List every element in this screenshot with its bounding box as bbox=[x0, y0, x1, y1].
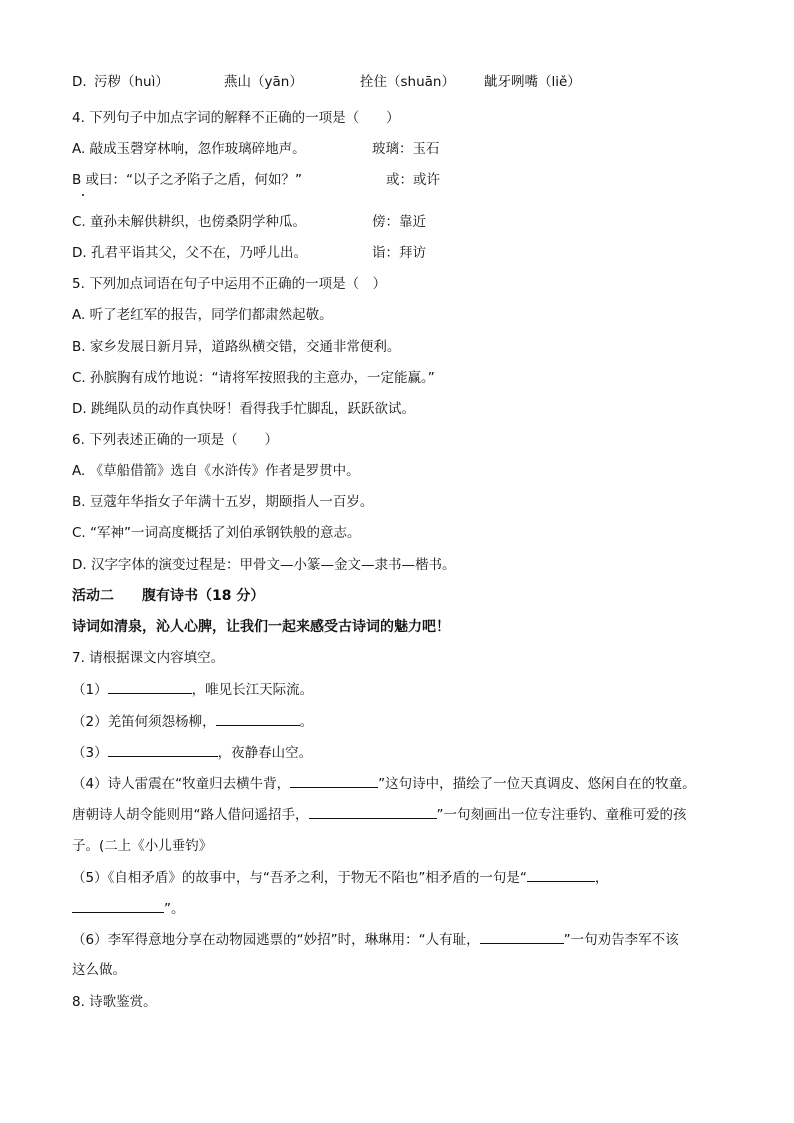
q7-item-4-end: 子。(二上《小儿垂钓》 bbox=[72, 838, 213, 854]
answer-blank[interactable] bbox=[108, 679, 192, 694]
q3-word-3: 拴住（shuān） bbox=[360, 74, 455, 90]
q6-option-c: C. “军神”一词高度概括了刘伯承钢铁般的意志。 bbox=[72, 525, 361, 541]
q7-item-2: （2）羌笛何须怨杨柳， 。 bbox=[72, 711, 313, 731]
q3-word-1: 污秽（huì） bbox=[94, 74, 169, 90]
answer-blank[interactable] bbox=[480, 929, 564, 944]
q4-option-b: B 或曰：“以子之矛陷子之盾，何如？” bbox=[72, 172, 303, 188]
q6-option-d: D. 汉字字体的演变过程是：甲骨文—小篆—金文—隶书—楷书。 bbox=[72, 557, 456, 573]
q7-item-5-continued: ”。 bbox=[72, 898, 185, 918]
q5-option-a: A. 听了老红军的报告，同学们都肃然起敬。 bbox=[72, 307, 333, 323]
q7-item-6: （6）李军得意地分享在动物园逃票的“妙招”时，琳琳用：“人有耻， ”一句劝告李军不该 bbox=[72, 929, 679, 949]
q4-option-c: C. 童孙未解供耕织，也傍桑阴学种瓜。 bbox=[72, 214, 307, 230]
q5-option-b: B. 家乡发展日新月异，道路纵横交错，交通非常便利。 bbox=[72, 339, 401, 355]
q4-option-a: A. 敲成玉磬穿林响，忽作玻璃碎地声。 bbox=[72, 141, 306, 157]
q4-stem: 4. 下列句子中加点字词的解释不正确的一项是（ ） bbox=[72, 110, 400, 126]
activity-title: 活动二 腹有诗书（18 分） bbox=[72, 588, 265, 604]
q3-word-4: 龇牙咧嘴（liě） bbox=[484, 74, 581, 90]
q7-item-4-continued: 唐朝诗人胡令能则用“路人借问遥招手， ”一句刻画出一位专注垂钓、童稚可爱的孩 bbox=[72, 804, 687, 824]
q4-option-a-explanation: 玻璃：玉石 bbox=[372, 141, 440, 157]
q6-option-b: B. 豆蔻年华指女子年满十五岁，期颐指人一百岁。 bbox=[72, 494, 374, 510]
q8-stem: 8. 诗歌鉴赏。 bbox=[72, 994, 157, 1010]
q4-option-d-explanation: 诣：拜访 bbox=[372, 245, 426, 261]
answer-blank[interactable] bbox=[108, 742, 218, 757]
q7-item-5: （5）《自相矛盾》的故事中，与“吾矛之利，于物无不陷也”相矛盾的一句是“ ， bbox=[72, 867, 608, 887]
q5-option-c: C. 孙膑胸有成竹地说：“请将军按照我的主意办，一定能赢。” bbox=[72, 370, 435, 386]
q6-stem: 6. 下列表述正确的一项是（ ） bbox=[72, 432, 279, 448]
q3-option-d bbox=[72, 72, 87, 92]
q5-option-d: D. 跳绳队员的动作真快呀！看得我手忙脚乱，跃跃欲试。 bbox=[72, 401, 415, 417]
answer-blank[interactable] bbox=[216, 711, 300, 726]
option-label: D. bbox=[72, 74, 87, 90]
answer-blank[interactable] bbox=[309, 804, 437, 819]
q4-option-d: D. 孔君平诣其父，父不在，乃呼儿出。 bbox=[72, 245, 307, 261]
q7-item-4: （4）诗人雷震在“牧童归去横牛背， ”这句诗中，描绘了一位天真调皮、悠闲自在的牧童。 bbox=[72, 773, 696, 793]
q5-stem: 5. 下列加点词语在句子中运用不正确的一项是（ ） bbox=[72, 276, 387, 292]
q7-stem: 7. 请根据课文内容填空。 bbox=[72, 650, 225, 666]
q4-option-c-explanation: 傍：靠近 bbox=[372, 214, 426, 230]
q7-item-1: （1） ，唯见长江天际流。 bbox=[72, 679, 313, 699]
activity-intro: 诗词如清泉，沁人心脾，让我们一起来感受古诗词的魅力吧！ bbox=[72, 619, 450, 635]
q7-item-6-continued: 这么做。 bbox=[72, 962, 126, 978]
q3-word-2: 燕山（yān） bbox=[224, 74, 303, 90]
q4-option-b-explanation: 或：或许 bbox=[386, 172, 440, 188]
answer-blank[interactable] bbox=[72, 898, 164, 913]
q6-option-a: A. 《草船借箭》选自《水浒传》作者是罗贯中。 bbox=[72, 463, 360, 479]
q7-item-3: （3） ，夜静春山空。 bbox=[72, 742, 312, 762]
emphasis-dot bbox=[82, 194, 84, 196]
answer-blank[interactable] bbox=[527, 867, 595, 882]
answer-blank[interactable] bbox=[290, 773, 378, 788]
